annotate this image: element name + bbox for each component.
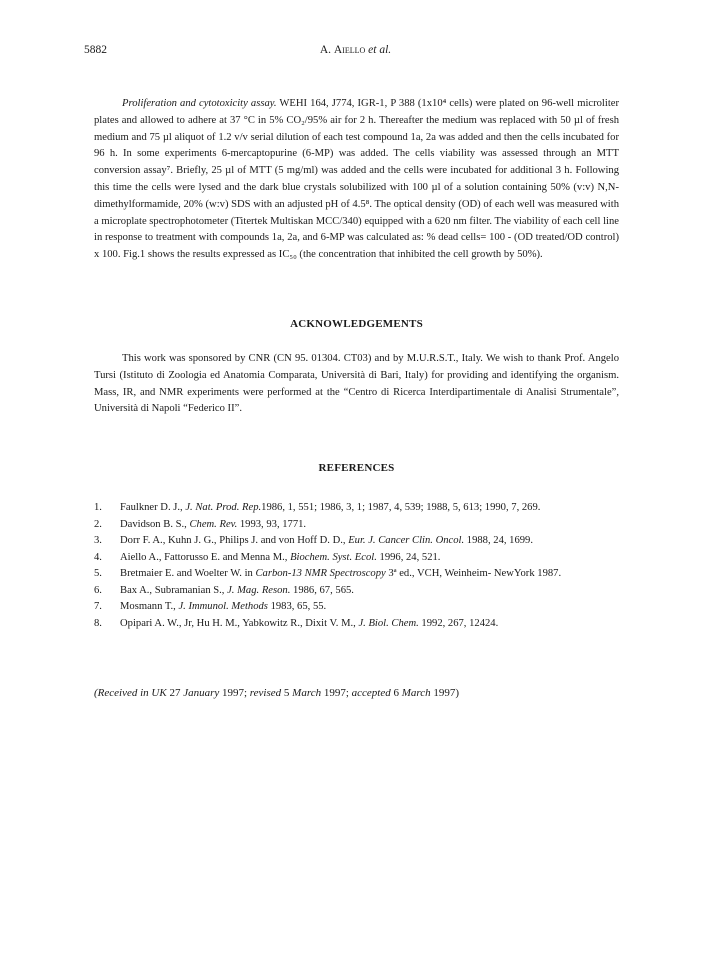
reference-citation: 1986, 67, 565. [290,584,354,596]
author-initial: A. [319,44,334,56]
reference-authors: Bretmaier E. and Woelter W. in [120,568,256,579]
reference-item [94,583,634,600]
reference-source: J. Biol. Chem. [358,617,419,629]
reference-text [120,550,634,567]
reference-item [94,550,634,567]
reference-citation: 1988, 24, 1699. [464,535,533,546]
reference-authors: Davidson B. S., [120,518,190,530]
reference-source: J. Mag. Reson. [227,584,291,596]
reference-source: Biochem. Syst. Ecol. [290,551,377,563]
acknowledgements-heading: ACKNOWLEDGEMENTS [290,318,423,330]
received-year: 1997; [219,687,250,699]
revised-day: 5 [281,687,293,699]
reference-number: 1. [94,502,102,513]
methods-paragraph [94,96,619,264]
accepted-year: 1997) [430,687,460,699]
acknowledgements-paragraph: This work was sponsored by CNR (CN 95. 01304. CT03) and by M.U.R.S.T., Italy. We wish to thank Prof. Angelo Tursi (Istituto di Zoologia ed Anatomia Comparata, Università di Bari, Italy) for providing and identifying the organism. Mass, IR, and NMR experiments were performed at the “Centro di Ricerca Interdipartimentale di Analisi Strumentale”, Università di Napoli “Federico II”. [94,353,619,415]
received-day: 27 [166,687,184,699]
reference-authors: Faulkner D. J., [120,502,186,513]
reference-source: J. Nat. Prod. Rep. [185,502,262,513]
reference-text [120,500,634,517]
reference-authors: Aiello A., Fattorusso E. and Menna M., [120,551,291,563]
received-label: (Received in UK [94,687,167,699]
reference-authors: Dorr F. A., Kuhn J. G., Philips J. and von Hoff D. D., [120,535,349,546]
reference-item [94,500,634,517]
reference-text [120,599,634,616]
reference-item [94,533,634,550]
reference-authors: Opipari A. W., Jr, Hu H. M., Yabkowitz R., Dixit V. M., [120,617,359,629]
methods-text: WEHI 164, J774, IGR-1, P 388 (1x10⁴ cells) were plated on 96-well microliter plates and allowed to adhere at 37 °C in 5% CO₂/95% air for 2 h. Thereafter the medium was replaced with 50 µl of fresh medium and 75 µl aliquot of 1.2 v/v serial dilution of each test compound 1a, 2a was added and then the cells incubated for 96 h. In some experiments 6-mercaptopurine (6-MP) was added. The cells viability was assessed through an MTT conversion assay⁷. Briefly, 25 µl of MTT (5 mg/ml) was added and the cells were incubated for additional 3 h. Following this time the cells were lysed and the dark blue crystals solubilized with 100 µl of a solution containing 50% (v:v) N,N-dimethylformamide, 20% (w:v) SDS with an adjusted pH of 4.5⁸. The optical density (OD) of each well was measured with a microplate spectrophotometer (Titertek Multiskan MCC/340) equipped with a 620 nm filter. The viability of each cell line in response to treatment with compounds 1a, 2a, and 6-MP was calculated as: % dead cells= 100 - (OD treated/OD control) x 100. Fig.1 shows the results expressed as IC₅₀ (the concentration that inhibited the cell growth by 50%). [94,98,619,261]
reference-authors: Bax A., Subramanian S., [120,584,228,596]
reference-list [94,500,634,632]
et-al: et al. [365,44,392,56]
accepted-month: March [401,687,431,699]
reference-citation: 1993, 93, 1771. [237,518,307,530]
reference-item [94,616,634,633]
reference-number: 6. [94,584,102,596]
reference-source: Carbon-13 NMR Spectroscopy [255,568,386,579]
reference-text [120,616,634,633]
reference-authors: Mosmann T., [120,601,179,612]
reference-text [120,566,634,583]
reference-text [120,533,634,550]
reference-citation: 1983, 65, 55. [267,601,327,612]
accepted-label: accepted [351,687,391,699]
reference-citation: 1996, 24, 521. [376,551,441,563]
received-month: January [183,687,220,699]
revised-label: revised [249,687,282,699]
reference-number: 7. [94,601,102,612]
accepted-day: 6 [390,687,402,699]
reference-citation: 1986, 1, 551; 1986, 3, 1; 1987, 4, 539; 1988, 5, 613; 1990, 7, 269. [261,502,541,513]
revised-month: March [292,687,322,699]
reference-number: 2. [94,518,102,530]
running-header [84,44,627,60]
reference-source: Eur. J. Cancer Clin. Oncol. [348,535,465,546]
received-dates [94,687,459,699]
references-heading: REFERENCES [318,462,395,474]
methods-title: Proliferation and cytotoxicity assay. [122,98,277,109]
reference-citation: 3ª ed., VCH, Weinheim- NewYork 1987. [385,568,562,579]
reference-source: Chem. Rev. [189,518,238,530]
reference-source: J. Immunol. Methods [178,601,268,612]
author-name: Aiello [333,44,366,56]
reference-number: 5. [94,568,102,579]
reference-text [120,517,634,534]
reference-citation: 1992, 267, 12424. [418,617,499,629]
reference-number: 4. [94,551,102,563]
reference-text [120,583,634,600]
reference-number: 3. [94,535,102,546]
running-title [84,44,627,56]
reference-item [94,599,634,616]
page-number: 5882 [84,44,107,56]
reference-item [94,517,634,534]
reference-number: 8. [94,617,102,629]
revised-year: 1997; [321,687,352,699]
reference-item [94,566,634,583]
